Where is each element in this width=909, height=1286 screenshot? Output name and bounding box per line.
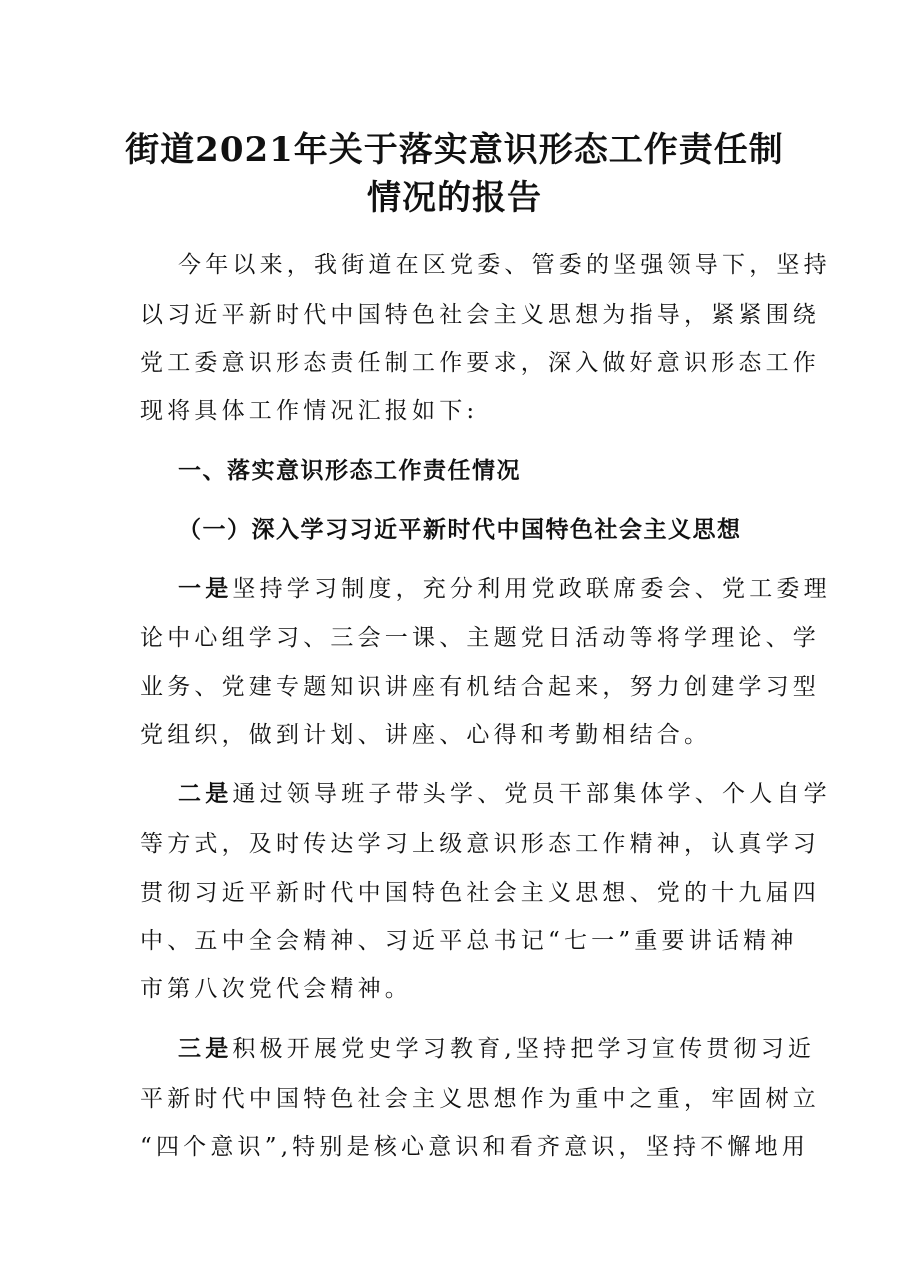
intro-line-3: 党工委意识形态责任制工作要求，深入做好意识形态工作	[140, 350, 820, 376]
para1-line-4: 党组织，做到计划、讲座、心得和考勤相结合。	[140, 722, 712, 748]
report-title-line-1: 街道2021年关于落实意识形态工作责任制	[125, 130, 784, 170]
para1-line-3: 业务、党建专题知识讲座有机结合起来，努力创建学习型	[140, 674, 820, 700]
para1-line-1-text: 坚持学习制度，充分利用党政联席委会、党工委理	[232, 576, 831, 602]
para2-line-5: 市第八次党代会精神。	[140, 976, 412, 1002]
subsection-heading-1: （一）深入学习习近平新时代中国特色社会主义思想	[178, 517, 742, 543]
report-title-line-2: 情况的报告	[367, 178, 542, 218]
para2-lead: 二是	[178, 781, 233, 807]
para3-lead: 三是	[178, 1036, 233, 1062]
para2-line-1	[178, 775, 831, 808]
para2-line-4: 中、五中全会精神、习近平总书记“七一”重要讲话精神	[140, 928, 798, 954]
para3-line-3: “四个意识”,特别是核心意识和看齐意识，坚持不懈地用	[140, 1134, 810, 1160]
para3-line-2: 平新时代中国特色社会主义思想作为重中之重，牢固树立	[140, 1086, 820, 1112]
intro-line-1: 今年以来，我街道在区党委、管委的坚强领导下，坚持	[178, 252, 831, 278]
para1-lead: 一是	[178, 576, 233, 602]
intro-line-4: 现将具体工作情况汇报如下:	[140, 398, 479, 424]
section-heading-1: 一、落实意识形态工作责任情况	[178, 458, 521, 484]
para2-line-1-text: 通过领导班子带头学、党员干部集体学、个人自学	[232, 781, 831, 807]
para2-line-3: 贯彻习近平新时代中国特色社会主义思想、党的十九届四	[140, 880, 820, 906]
para2-line-2: 等方式，及时传达学习上级意识形态工作精神，认真学习	[140, 831, 820, 857]
para1-line-2: 论中心组学习、三会一课、主题党日活动等将学理论、学	[140, 625, 820, 651]
intro-line-2: 以习近平新时代中国特色社会主义思想为指导，紧紧围绕	[140, 302, 820, 328]
para3-line-1-text: 积极开展党史学习教育,坚持把学习宣传贯彻习近	[232, 1036, 816, 1062]
para3-line-1	[178, 1030, 818, 1063]
para1-line-1	[178, 570, 831, 603]
